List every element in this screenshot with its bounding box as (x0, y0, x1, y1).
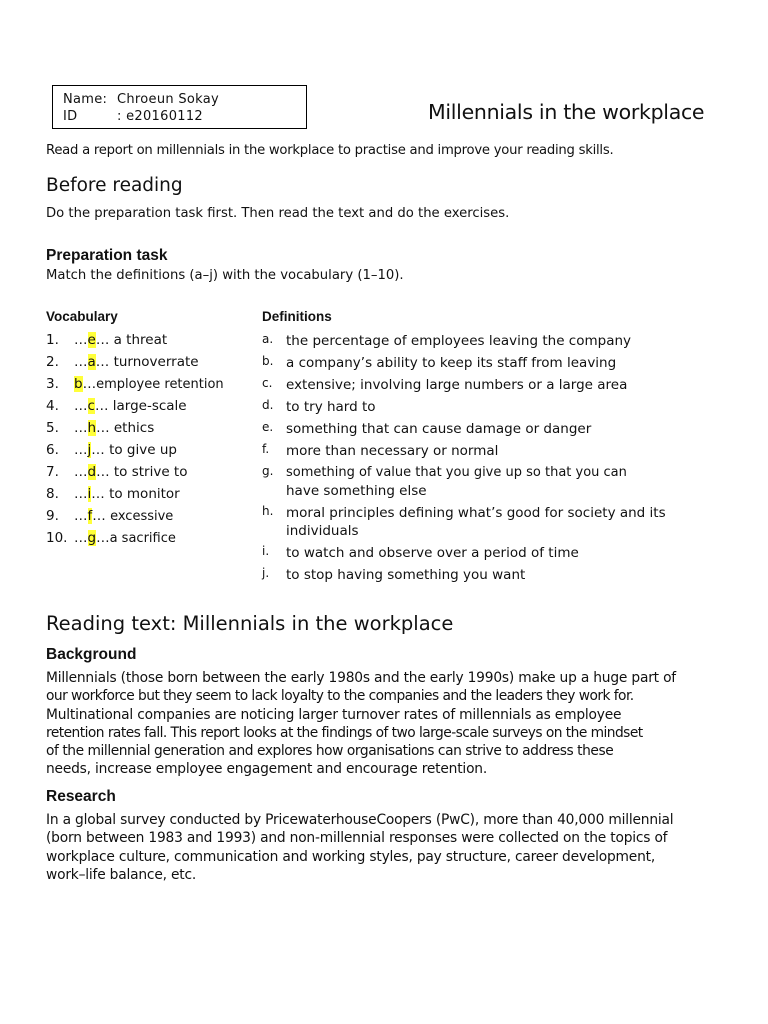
vocab-answer: d (87, 464, 97, 480)
vocab-blank: … (74, 464, 88, 480)
vocab-word: employee retention (96, 377, 224, 392)
research-line: In a global survey conducted by PricewaterhouseCoopers (PwC), more than 40,000 millennial (46, 812, 674, 828)
definition-text: to try hard to (286, 399, 376, 415)
vocab-number: 2. (46, 354, 59, 370)
vocab-answer: f (87, 508, 93, 524)
definition-text-continued: individuals (286, 523, 359, 539)
vocab-item (46, 530, 176, 546)
vocab-answer: a (87, 354, 96, 370)
id-value: : e20160112 (117, 109, 203, 124)
definition-letter: i. (262, 544, 270, 558)
vocab-number: 9. (46, 508, 59, 524)
definition-text: the percentage of employees leaving the company (286, 333, 632, 349)
vocab-blank: … (74, 398, 88, 414)
definition-item (262, 354, 722, 372)
vocab-answer: c (87, 398, 95, 414)
vocab-blank: … (74, 332, 88, 348)
vocab-number: 5. (46, 420, 59, 436)
definition-letter: c. (262, 376, 273, 390)
background-line: Millennials (those born between the early 1980s and the early 1990s) make up a huge part of (46, 670, 676, 686)
research-line: workplace culture, communication and working styles, pay structure, career development, (46, 848, 656, 865)
background-paragraph (46, 669, 726, 779)
definition-letter: h. (262, 504, 274, 518)
vocab-blank: … (74, 420, 88, 436)
definition-letter: a. (262, 332, 274, 346)
id-row (63, 108, 306, 125)
vocab-item (46, 354, 199, 370)
preparation-task-heading: Preparation task (46, 247, 168, 264)
vocab-number: 7. (46, 464, 59, 480)
background-line: Multinational companies are noticing larger turnover rates of millennials as employee (46, 706, 622, 723)
definition-text: something that can cause damage or danger (286, 421, 592, 437)
definition-item (262, 504, 722, 540)
vocab-answer: j (87, 442, 92, 458)
research-paragraph (46, 811, 726, 884)
page-title: Millennials in the workplace (428, 100, 705, 124)
before-reading-text: Do the preparation task first. Then read the text and do the exercises. (46, 206, 510, 221)
vocab-blank: … (74, 354, 88, 370)
definition-text: extensive; involving large numbers or a large area (286, 377, 628, 393)
background-line: needs, increase employee engagement and encourage retention. (46, 761, 488, 778)
definition-item (262, 376, 722, 394)
vocab-word: ethics (113, 420, 155, 436)
definition-item (262, 398, 722, 416)
vocab-word: large-scale (112, 398, 187, 414)
vocab-blank: … (82, 376, 97, 392)
definition-item (262, 332, 722, 350)
research-heading: Research (46, 788, 116, 805)
background-line: of the millennial generation and explores how organisations can strive to address these (46, 743, 614, 760)
definition-text: to watch and observe over a period of time (286, 545, 579, 561)
vocab-item (46, 508, 173, 524)
vocab-item (46, 486, 180, 502)
student-info-box (52, 85, 307, 129)
vocab-blank: … (96, 530, 110, 546)
definitions-heading: Definitions (262, 309, 332, 324)
definition-letter: g. (262, 464, 274, 478)
definition-text: moral principles defining what’s good for society and its (286, 505, 666, 521)
vocab-blank: … (74, 442, 88, 458)
vocab-number: 8. (46, 486, 59, 502)
definition-text: a company’s ability to keep its staff from leaving (286, 355, 617, 371)
preparation-task-text: Match the definitions (a–j) with the vocabulary (1–10). (46, 268, 404, 283)
vocab-answer: h (87, 420, 97, 436)
vocab-item (46, 420, 154, 436)
vocab-word: turnoverrate (113, 354, 199, 370)
vocab-item (46, 442, 177, 458)
vocab-item (46, 376, 224, 392)
definition-letter: e. (262, 420, 274, 434)
vocab-word: excessive (110, 509, 174, 524)
vocab-word: to monitor (109, 486, 180, 502)
definition-text: something of value that you give up so that you can (286, 465, 627, 480)
background-line: our workforce but they seem to lack loyalty to the companies and the leaders they work for. (46, 688, 634, 705)
vocab-word: a sacrifice (109, 531, 176, 546)
definition-item (262, 442, 722, 460)
definition-text: more than necessary or normal (286, 443, 499, 459)
before-reading-heading: Before reading (46, 175, 183, 196)
definition-text-continued: have something else (286, 483, 427, 499)
vocab-blank: … (94, 398, 109, 414)
definition-letter: f. (262, 442, 270, 456)
vocab-blank: … (74, 530, 88, 546)
vocab-answer: g (87, 530, 97, 546)
definition-item (262, 464, 722, 500)
vocab-blank: … (95, 354, 110, 370)
definition-letter: b. (262, 354, 274, 368)
vocab-item (46, 398, 187, 414)
definition-letter: d. (262, 398, 274, 412)
vocab-number: 10. (46, 530, 68, 546)
vocab-blank: … (96, 464, 110, 480)
intro-text: Read a report on millennials in the workplace to practise and improve your reading skills. (46, 143, 614, 158)
vocab-word: to give up (109, 442, 177, 458)
vocab-answer: e (87, 332, 96, 348)
vocab-number: 1. (46, 332, 59, 348)
vocab-answer: i (87, 486, 92, 502)
vocab-item (46, 464, 188, 480)
vocab-word: a threat (113, 332, 168, 348)
vocab-blank: … (74, 508, 88, 524)
definition-text: to stop having something you want (286, 567, 526, 583)
vocab-word: to strive to (113, 464, 188, 480)
vocab-number: 6. (46, 442, 59, 458)
vocab-number: 4. (46, 398, 59, 414)
vocab-blank: … (96, 420, 110, 436)
vocab-answer: b (74, 376, 83, 392)
background-line: retention rates fall. This report looks at the findings of two large-scale surveys on the mindset (46, 724, 643, 741)
vocab-blank: … (91, 442, 105, 458)
name-value: Chroeun Sokay (117, 92, 220, 107)
definition-item (262, 420, 722, 438)
name-row (63, 91, 306, 108)
vocab-item (46, 332, 167, 348)
background-heading: Background (46, 646, 137, 663)
vocab-number: 3. (46, 376, 59, 392)
research-line: (born between 1983 and 1993) and non-millennial responses were collected on the topics of (46, 830, 668, 847)
research-line: work–life balance, etc. (46, 866, 197, 883)
id-label: ID (63, 109, 78, 124)
vocabulary-heading: Vocabulary (46, 309, 118, 324)
definition-item (262, 544, 722, 562)
vocab-blank: … (92, 508, 106, 524)
name-label: Name: (63, 92, 108, 107)
vocab-blank: … (91, 486, 105, 502)
vocab-blank: … (74, 486, 88, 502)
reading-text-heading: Reading text: Millennials in the workplace (46, 612, 454, 635)
definition-letter: j. (262, 566, 270, 580)
vocab-blank: … (95, 332, 110, 348)
definition-item (262, 566, 722, 584)
